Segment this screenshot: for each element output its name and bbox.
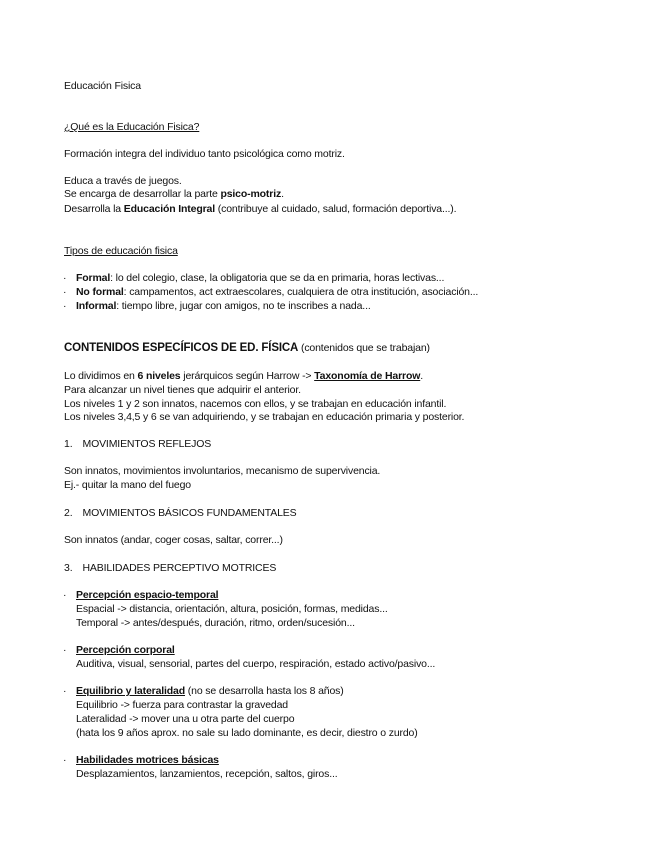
doc-title: Educación Fisica <box>64 80 141 92</box>
bullet-icon: · <box>63 589 67 601</box>
contenidos-line-4: Los niveles 3,4,5 y 6 se van adquiriendo, y se trabajan en educación primaria y posterior. <box>64 411 465 423</box>
section-2-line-1: Son innatos (andar, coger cosas, saltar, correr...) <box>64 534 283 546</box>
intro-line-3: Desarrolla la Educación Integral (contribuye al cuidado, salud, formación deportiva...). <box>64 203 457 215</box>
contenidos-heading: CONTENIDOS ESPECÍFICOS DE ED. FÍSICA (contenidos que se trabajan) <box>64 342 430 354</box>
bullet-icon: · <box>63 272 67 284</box>
intro-line-1: Educa a través de juegos. <box>64 175 182 187</box>
question-heading: ¿Qué es la Educación Fisica? <box>64 121 200 133</box>
contenidos-line-1: Lo dividimos en 6 niveles jerárquicos según Harrow -> Taxonomía de Harrow. <box>64 370 424 382</box>
intro-line-2: Se encarga de desarrollar la parte psico-motriz. <box>64 188 284 200</box>
section-1-line-1: Son innatos, movimientos involuntarios, mecanismo de supervivencia. <box>64 465 381 477</box>
section-1-heading: 1. MOVIMIENTOS REFLEJOS <box>64 438 212 450</box>
bullet-icon: · <box>63 644 67 656</box>
contenidos-line-3: Los niveles 1 y 2 son innatos, nacemos con ellos, y se trabajan en educación infantil. <box>64 398 447 410</box>
bullet-icon: · <box>63 300 67 312</box>
bullet-icon: · <box>63 286 67 298</box>
section-3-heading: 3. HABILIDADES PERCEPTIVO MOTRICES <box>64 562 277 574</box>
section-1-line-2: Ej.- quitar la mano del fuego <box>64 479 191 491</box>
section-2-heading: 2. MOVIMIENTOS BÁSICOS FUNDAMENTALES <box>64 507 297 519</box>
bullet-icon: · <box>63 685 67 697</box>
contenidos-line-2: Para alcanzar un nivel tienes que adquirir el anterior. <box>64 384 301 396</box>
bullet-icon: · <box>63 754 67 766</box>
definition-text: Formación integra del individuo tanto psicológica como motriz. <box>64 148 345 160</box>
tipos-heading: Tipos de educación fisica <box>64 245 178 257</box>
